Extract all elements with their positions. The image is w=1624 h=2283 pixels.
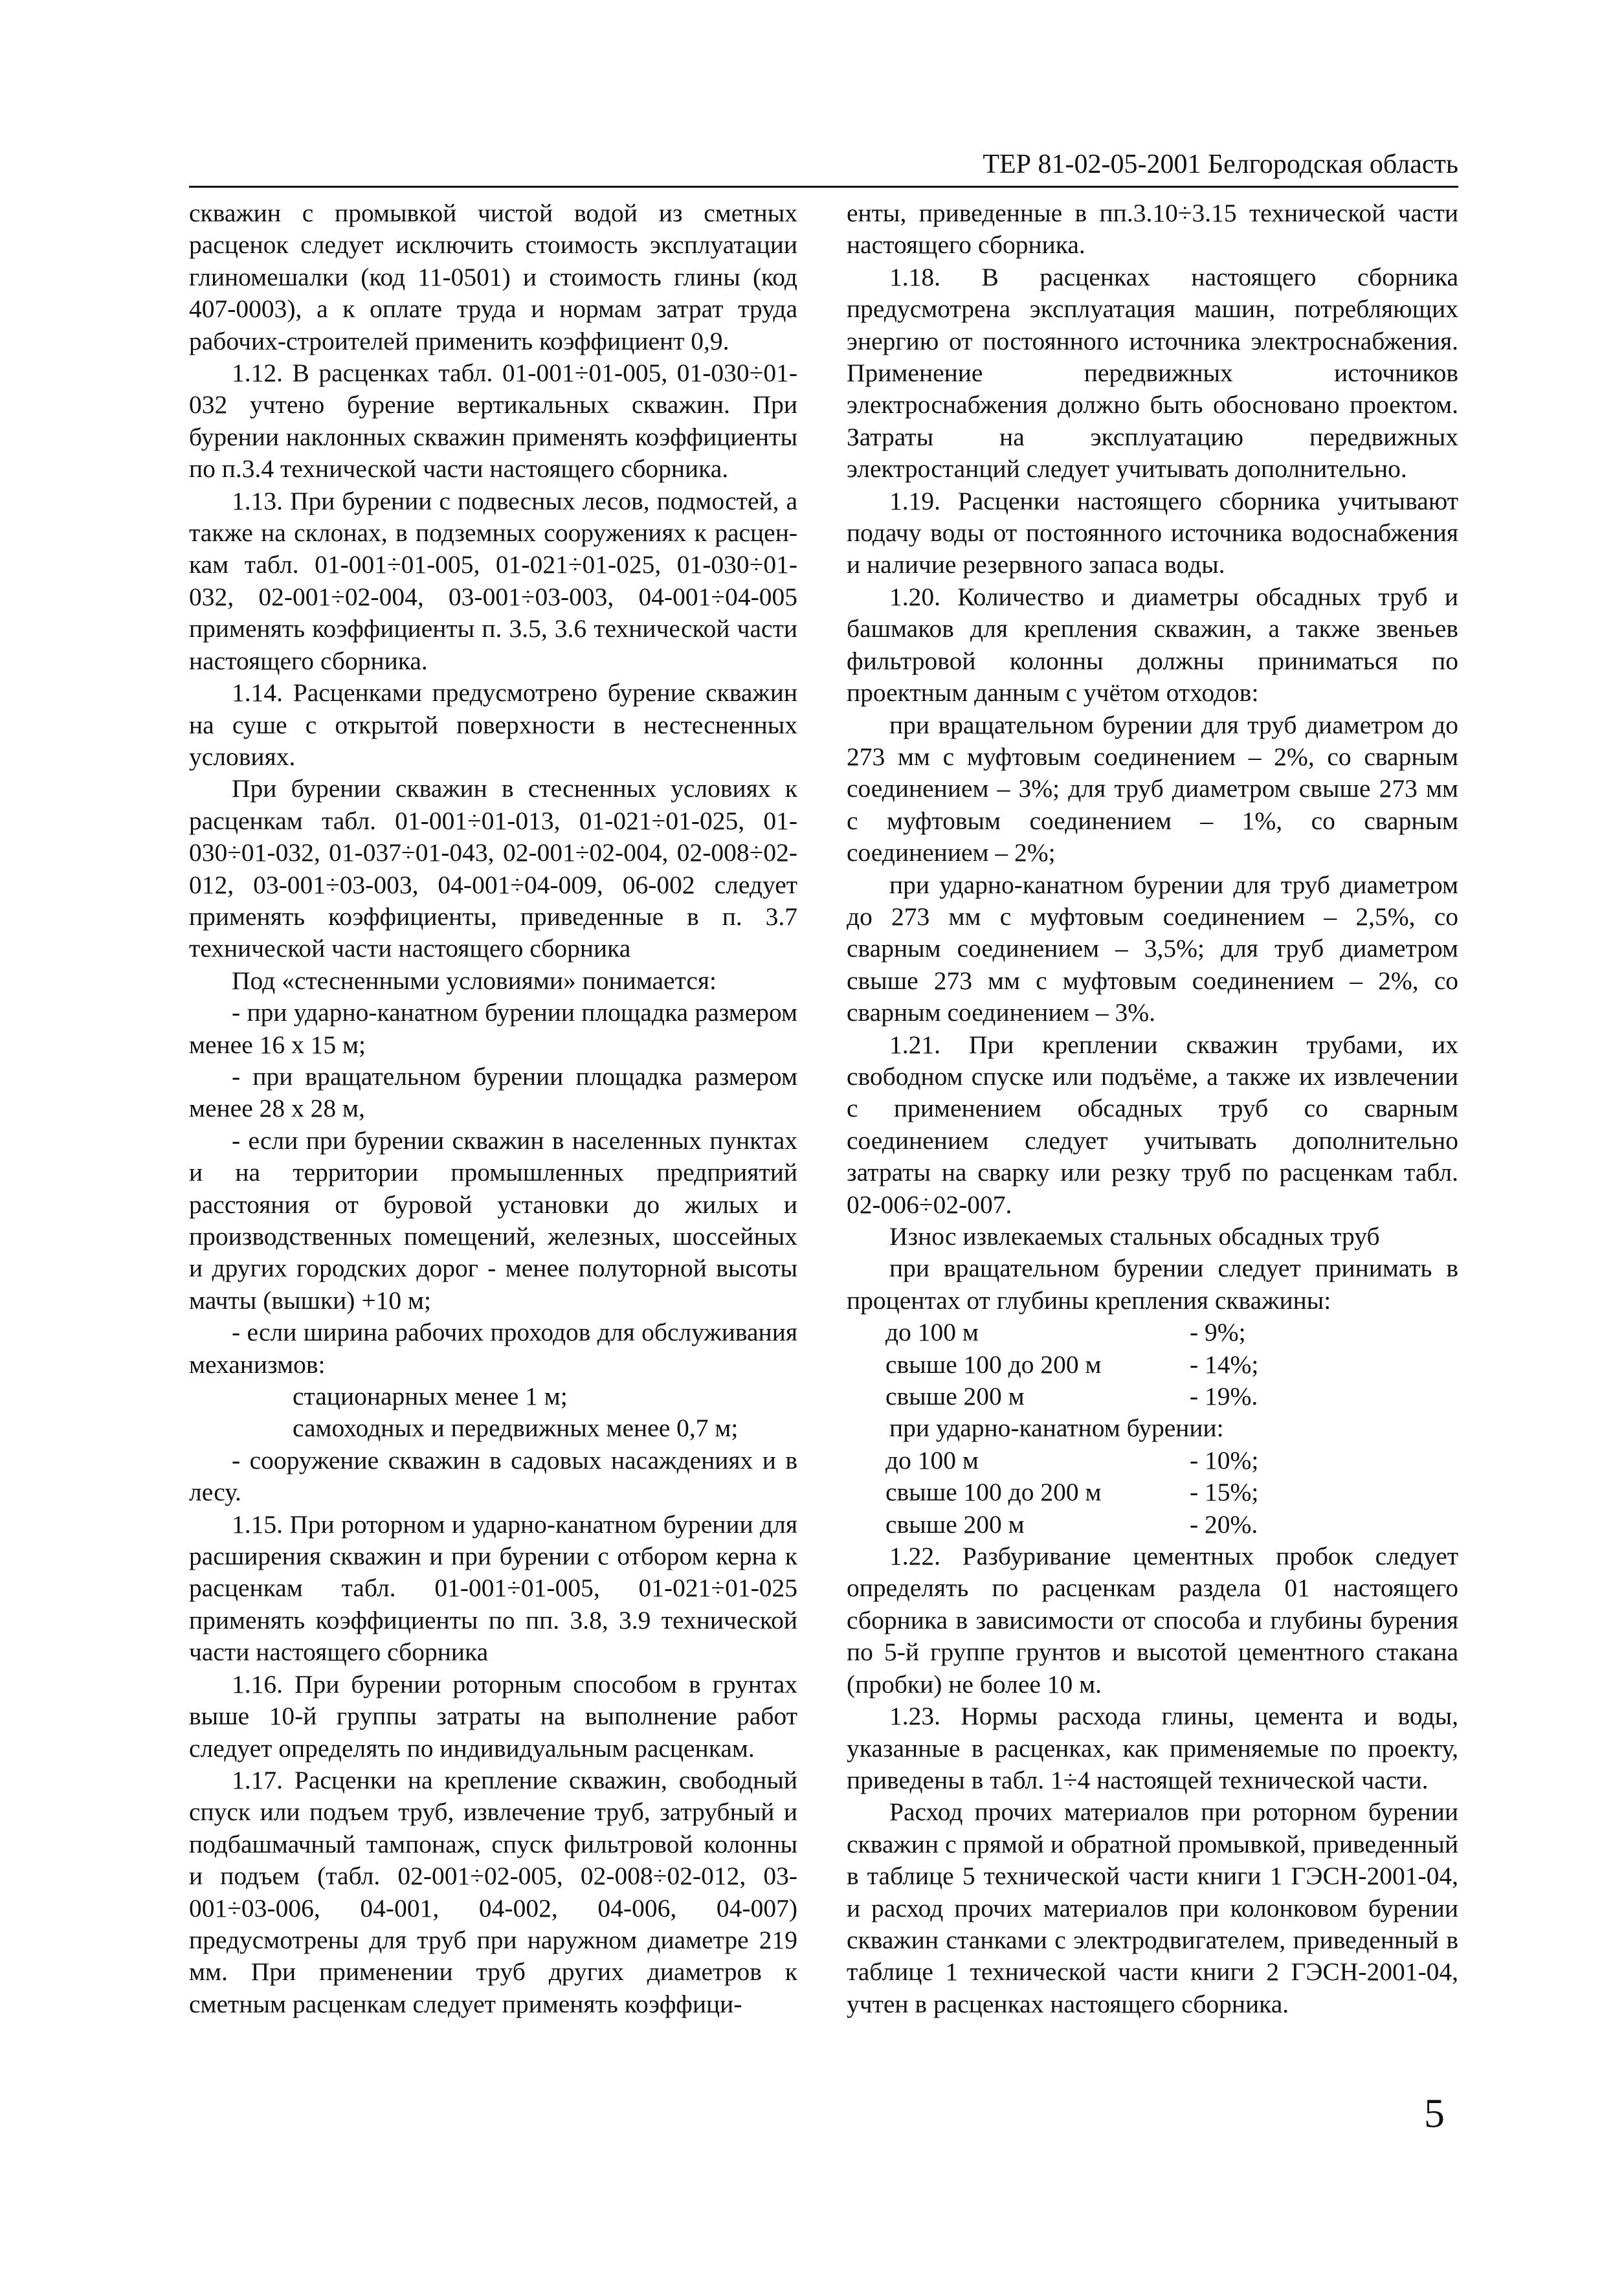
right-column xyxy=(847,197,1458,2020)
wear-row xyxy=(847,1509,1458,1541)
paragraph-1-14: 1.14. Расценками предусмотрено бурение скважин на суше с открытой поверхности в нестесненных условиях. xyxy=(189,678,797,771)
paragraph-1-21: 1.21. При креплении скважин трубами, их свободном спуске или подъёме, а также их извлечении с применением обсадных труб со сварным соединением следует учитывать дополнительно затраты на сварку или резку труб по расценкам табл. 02-006÷02-007. xyxy=(847,1030,1458,1219)
paragraph: Расход прочих материалов при роторном бурении скважин с прямой и обратной промывкой, приведенный в таблице 5 технической части книги 1 ГЭСН-2001-04, и расход прочих материалов при колонковом бурении скважин станками с электродвигателем, приведенный в таблице 1 технической части книги 2 ГЭСН-2001-04, учтен в расценках настоящего сборника. xyxy=(847,1798,1458,2018)
wear-value: - 10%; xyxy=(1190,1445,1259,1475)
header-rule xyxy=(189,186,1458,188)
left-column xyxy=(189,197,797,2020)
running-header: ТЕР 81-02-05-2001 Белгородская область xyxy=(983,150,1458,179)
wear-value: - 19%. xyxy=(1190,1382,1258,1411)
paragraph-1-15: 1.15. При роторном и ударно-канатном бурении для расширения скважин и при бурении с отбором керна к расценкам табл. 01-001÷01-005, 01-021÷01-025 применять коэффициенты по пп. 3.8, 3.9 технической части настоящего сборника xyxy=(189,1509,797,1667)
list-item: - при ударно-канатном бурении площадка размером менее 16 х 15 м; xyxy=(189,998,797,1059)
wear-row xyxy=(847,1476,1458,1508)
sub-list-item: самоходных и передвижных менее 0,7 м; xyxy=(293,1414,739,1443)
wear-depth: свыше 100 до 200 м xyxy=(885,1350,1102,1379)
list-item: - при вращательном бурении площадка размером менее 28 х 28 м, xyxy=(189,1062,797,1123)
sub-list-item: стационарных менее 1 м; xyxy=(293,1382,568,1411)
wear-value: - 15%; xyxy=(1190,1478,1259,1507)
paragraph-1-20: 1.20. Количество и диаметры обсадных труб и башмаков для крепления скважин, а также звеньев фильтровой колонны должны приниматься по проектным данным с учётом отходов: xyxy=(847,582,1458,707)
paragraph: енты, приведенные в пп.3.10÷3.15 технической части настоящего сборника. xyxy=(847,199,1458,260)
list-item: - сооружение скважин в садовых насаждениях и в лесу. xyxy=(189,1445,797,1507)
wear-depth: свыше 100 до 200 м xyxy=(885,1478,1102,1507)
wear-value: - 9%; xyxy=(1190,1318,1246,1347)
paragraph-1-12: 1.12. В расценках табл. 01-001÷01-005, 01-030÷01-032 учтено бурение вертикальных скважин. При бурении наклонных скважин применять коэффициенты по п.3.4 технической части настоящего сборника. xyxy=(189,359,797,484)
wear-value: - 20%. xyxy=(1190,1509,1258,1539)
wear-depth: до 100 м xyxy=(885,1445,979,1475)
paragraph-1-13: 1.13. При бурении с подвесных лесов, подмостей, а также на склонах, в подземных сооружениях к расцен-кам табл. 01-001÷01-005, 01-021÷01-025, 01-030÷01-032, 02-001÷02-004, 03-001÷03-003, 04-001÷04-005 применять коэффициенты п. 3.5, 3.6 технической части настоящего сборника. xyxy=(189,486,797,675)
wear-depth: до 100 м xyxy=(885,1318,979,1347)
wear-depth: свыше 200 м xyxy=(885,1509,1025,1539)
wear-title: Износ извлекаемых стальных обсадных труб xyxy=(889,1222,1380,1251)
paragraph-1-22: 1.22. Разбуривание цементных пробок следует определять по расценкам раздела 01 настоящего сборника в зависимости от способа и глубины бурения по 5-й группе грунтов и высотой цементного стакана (пробки) не более 10 м. xyxy=(847,1542,1458,1698)
wear-intro: при вращательном бурении следует принимать в процентах от глубины крепления скважины: xyxy=(847,1254,1458,1315)
wear-row xyxy=(847,1381,1458,1412)
paragraph-1-23: 1.23. Нормы расхода глины, цемента и воды, указанные в расценках, как применяемые по проекту, приведены в табл. 1÷4 настоящей технической части. xyxy=(847,1702,1458,1794)
paragraph: При бурении скважин в стесненных условиях к расценкам табл. 01-001÷01-013, 01-021÷01-025, 01-030÷01-032, 01-037÷01-043, 02-001÷02-004, 02-008÷02-012, 03-001÷03-003, 04-001÷04-009, 06-002 следует применять коэффициенты, приведенные в п. 3.7 технической части настоящего сборника xyxy=(189,774,797,963)
wear-row xyxy=(847,1349,1458,1381)
paragraph: при вращательном бурении для труб диаметром до 273 мм с муфтовым соединением – 2%, со сварным соединением – 3%; для труб диаметром свыше 273 мм с муфтовым соединением – 1%, со сварным соединением – 2%; xyxy=(847,710,1458,867)
wear-row xyxy=(847,1445,1458,1476)
wear-depth: свыше 200 м xyxy=(885,1382,1025,1411)
paragraph-1-18: 1.18. В расценках настоящего сборника предусмотрена эксплуатация машин, потребляющих энергию от постоянного источника электроснабжения. Применение передвижных источников электроснабжения должно быть обосновано проектом. Затраты на эксплуатацию передвижных электростанций следует учитывать дополнительно. xyxy=(847,262,1458,484)
wear-value: - 14%; xyxy=(1190,1350,1259,1379)
wear-row xyxy=(847,1317,1458,1348)
paragraph: при ударно-канатном бурении для труб диаметром до 273 мм с муфтовым соединением – 2,5%, со сварным соединением – 3,5%; для труб диаметром свыше 273 мм с муфтовым соединением – 2%, со сварным соединением – 3%. xyxy=(847,870,1458,1027)
list-item: - если при бурении скважин в населенных пунктах и на территории промышленных предприятий расстояния от буровой установки до жилых и производственных помещений, железных, шоссейных и других городских дорог - менее полуторной высоты мачты (вышки) +10 м; xyxy=(189,1126,797,1315)
paragraph-1-16: 1.16. При бурении роторным способом в грунтах выше 10-й группы затраты на выполнение работ следует определять по индивидуальным расценкам. xyxy=(189,1669,797,1763)
paragraph: Под «стесненными условиями» понимается: xyxy=(232,966,717,995)
paragraph-1-19: 1.19. Расценки настоящего сборника учитывают подачу воды от постоянного источника водоснабжения и наличие резервного запаса воды. xyxy=(847,486,1458,579)
paragraph-1-17: 1.17. Расценки на крепление скважин, свободный спуск или подъем труб, извлечение труб, затрубный и подбашмачный тампонаж, спуск фильтровой колонны и подъем (табл. 02-001÷02-005, 02-008÷02-012, 03-001÷03-006, 04-001, 04-002, 04-006, 04-007) предусмотрены для труб при наружном диаметре 219 мм. При применении труб других диаметров к сметным расценкам следует применять коэффици- xyxy=(189,1765,797,2018)
paragraph: скважин с промывкой чистой водой из сметных расценок следует исключить стоимость эксплуатации глиномешалки (код 11-0501) и стоимость глины (код 407-0003), а к оплате труда и нормам затрат труда рабочих-строителей применить коэффициент 0,9. xyxy=(189,199,797,355)
list-item: - если ширина рабочих проходов для обслуживания механизмов: xyxy=(189,1318,797,1379)
percussion-title: при ударно-канатном бурении: xyxy=(889,1414,1224,1443)
page-number: 5 xyxy=(1424,2090,1445,2136)
